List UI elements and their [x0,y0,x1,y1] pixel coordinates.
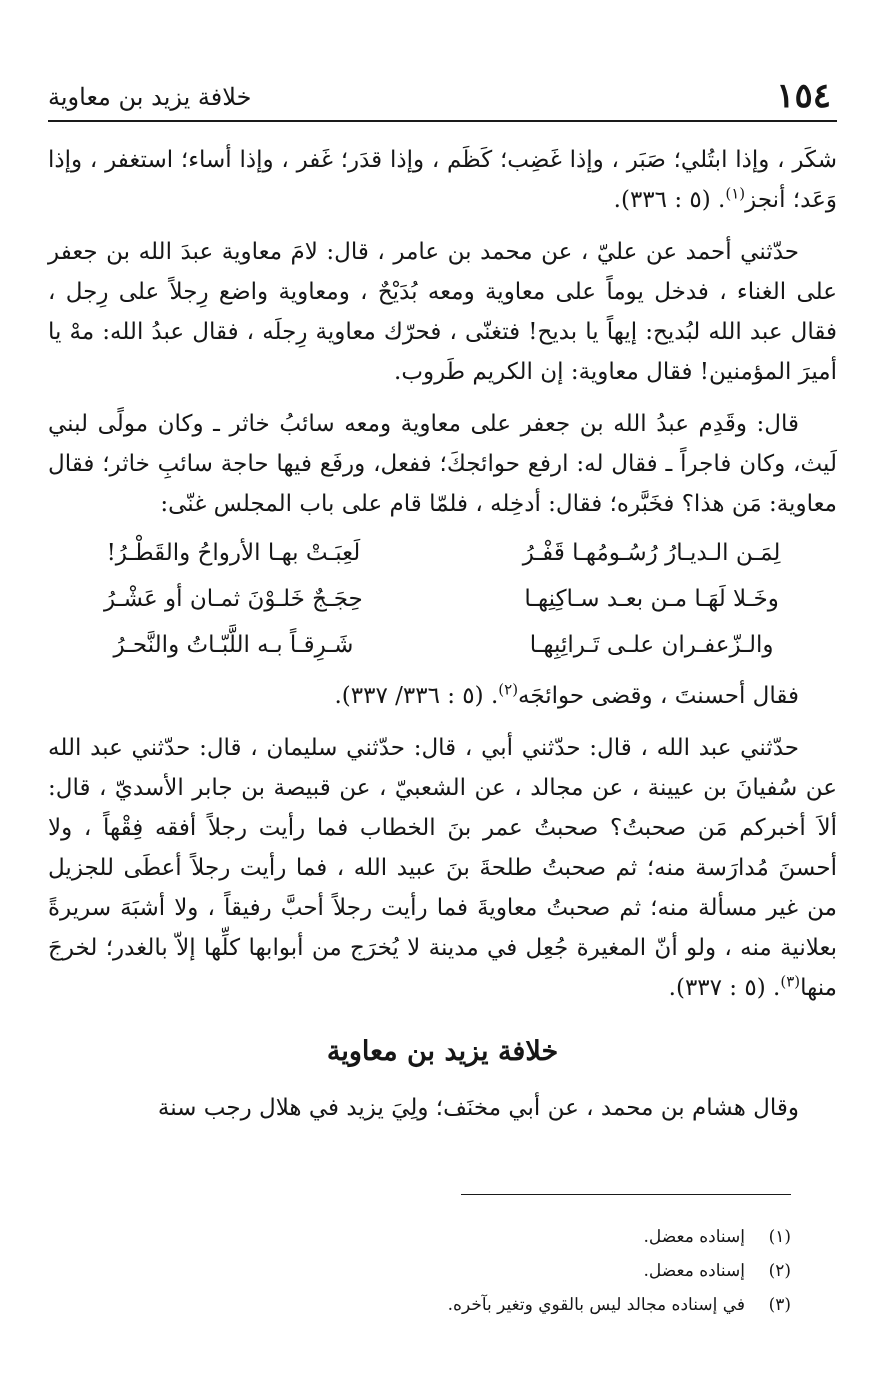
paragraph-5-text: حدّثني عبد الله ، قال: حدّثني أبي ، قال: حدّثني سليمان ، قال: حدّثني عبد الله عن سُفيانَ بن عيينة ، عن مجالد ، عن الشعبيّ ، عن قبيصة بن جابر الأسديّ ، قال: ألاَ أخبركم مَن صحبتُ؟ صحبتُ عمر بنَ الخطاب فما رأيت رجلاً أفقه فِقْهاً ، ولا أحسنَ مُدارَسة منه؛ ثم صحبتُ طلحةَ بنَ عبيد الله ، فما رأيت رجلاً أعطَى للجزيل من غير مسألة منه؛ ثم صحبتُ معاويةَ فما رأيت رجلاً أحبَّ رفيقاً ، ولا أشبَهَ سريرةً بعلانية منه ، ولو أنّ المغيرة جُعِل في مدينة لا يُخرَج من أبوابها كلِّها إلاّ بالغدر؛ لخرجَ منها [48,735,837,1001]
poem [48,530,837,668]
paragraph-3: قال: وقَدِم عبدُ الله بن جعفر على معاوية ومعه سائبُ خاثر ـ وكان مولًى لبني لَيث، وكان فاجراً ـ فقال له: ارفع حوائجكَ؛ ففعل، ورفَع فيها حاجة سائبِ خاثر؛ فقال معاوية: مَن هذا؟ فخَبَّره؛ فقال: أدخِله ، فلمّا قام على باب المجلس غنّى: [48,411,837,517]
footnote-number: (١) [768,1227,791,1247]
running-title: خلافة يزيد بن معاوية [48,83,252,111]
footnote-ref-3: (٣) [780,972,801,991]
footnote-number: (٣) [768,1295,791,1315]
paragraph-1-text: شكَر ، وإذا ابتُلي؛ صَبَر ، وإذا غَضِب؛ كَظَم ، وإذا قدَر؛ غَفر ، وإذا أساء؛ استغفر ، وإذا وَعَد؛ أنجز [48,147,837,213]
paragraph-4 [48,676,837,716]
footnote-number: (٢) [768,1261,791,1281]
verse-2-first-hemistich: وخَـلا لَهَـا مـن بعـد سـاكِنِهـا [524,586,779,612]
poem-verse-1 [48,530,837,576]
footnote-text: إسناده معضل. [643,1261,745,1281]
verse-1-second-hemistich: لَعِبَـتْ بهـا الأرواحُ والقَطْـرُ! [106,540,361,566]
book-page [48,0,837,1392]
paragraph-1 [48,140,837,220]
main-text [48,140,837,1140]
verse-1-first-hemistich: لِمَـن الـديـارُ رُسُـومُهـا قَفْـرُ [522,540,781,566]
paragraph-4-text: فقال أحسنتَ ، وقضى حوائجَه [518,683,799,709]
footnote-1 [48,1220,791,1254]
footnote-divider [461,1194,791,1195]
verse-3-first-hemistich: والـزّعفـران علـى تَـرائِبِهـا [529,632,774,658]
footnote-2 [48,1254,791,1288]
footnote-ref-1: (١) [725,184,746,203]
page-number: ١٥٤ [776,76,831,116]
paragraph-5 [48,728,837,1008]
running-header [48,74,837,122]
citation-5: . (٥ : ٣٣٧). [668,975,781,1001]
paragraph-6: وقال هشام بن محمد ، عن أبي مخنَف؛ ولِيَ يزيد في هلال رجب سنة [157,1095,799,1121]
citation-1: . (٥ : ٣٣٦). [613,187,726,213]
footnotes [48,1220,791,1322]
poem-verse-2 [48,576,837,622]
section-heading: خلافة يزيد بن معاوية [326,1036,559,1067]
footnote-text: إسناده معضل. [643,1227,745,1247]
paragraph-2: حدّثني أحمد عن عليّ ، عن محمد بن عامر ، قال: لامَ معاوية عبدَ الله بن جعفر على الغناء ، فدخل يوماً على معاوية ومعه بُدَيْحٌ ، ومعاوية واضع رِجلاً على رِجل ، فقال عبد الله لبُديح: إيهاً يا بديح! فتغنّى ، فحرّك معاوية رِجلَه ، فقال عبدُ الله: مهْ يا أميرَ المؤمنين! فقال معاوية: إن الكريم طَروب. [48,239,837,385]
verse-2-second-hemistich: حِجَـجٌ خَلـوْنَ ثمـان أو عَشْـرُ [104,586,363,612]
footnote-3 [48,1288,791,1322]
citation-4: . (٥ : ٣٣٦/ ٣٣٧). [334,683,499,709]
footnote-ref-2: (٢) [498,680,519,699]
poem-verse-3 [48,622,837,668]
verse-3-second-hemistich: شَـرِقـاً بـه اللَّبّـاتُ والنَّحـرُ [113,632,354,658]
footnote-text: في إسناده مجالد ليس بالقوي وتغير بآخره. [447,1295,745,1315]
